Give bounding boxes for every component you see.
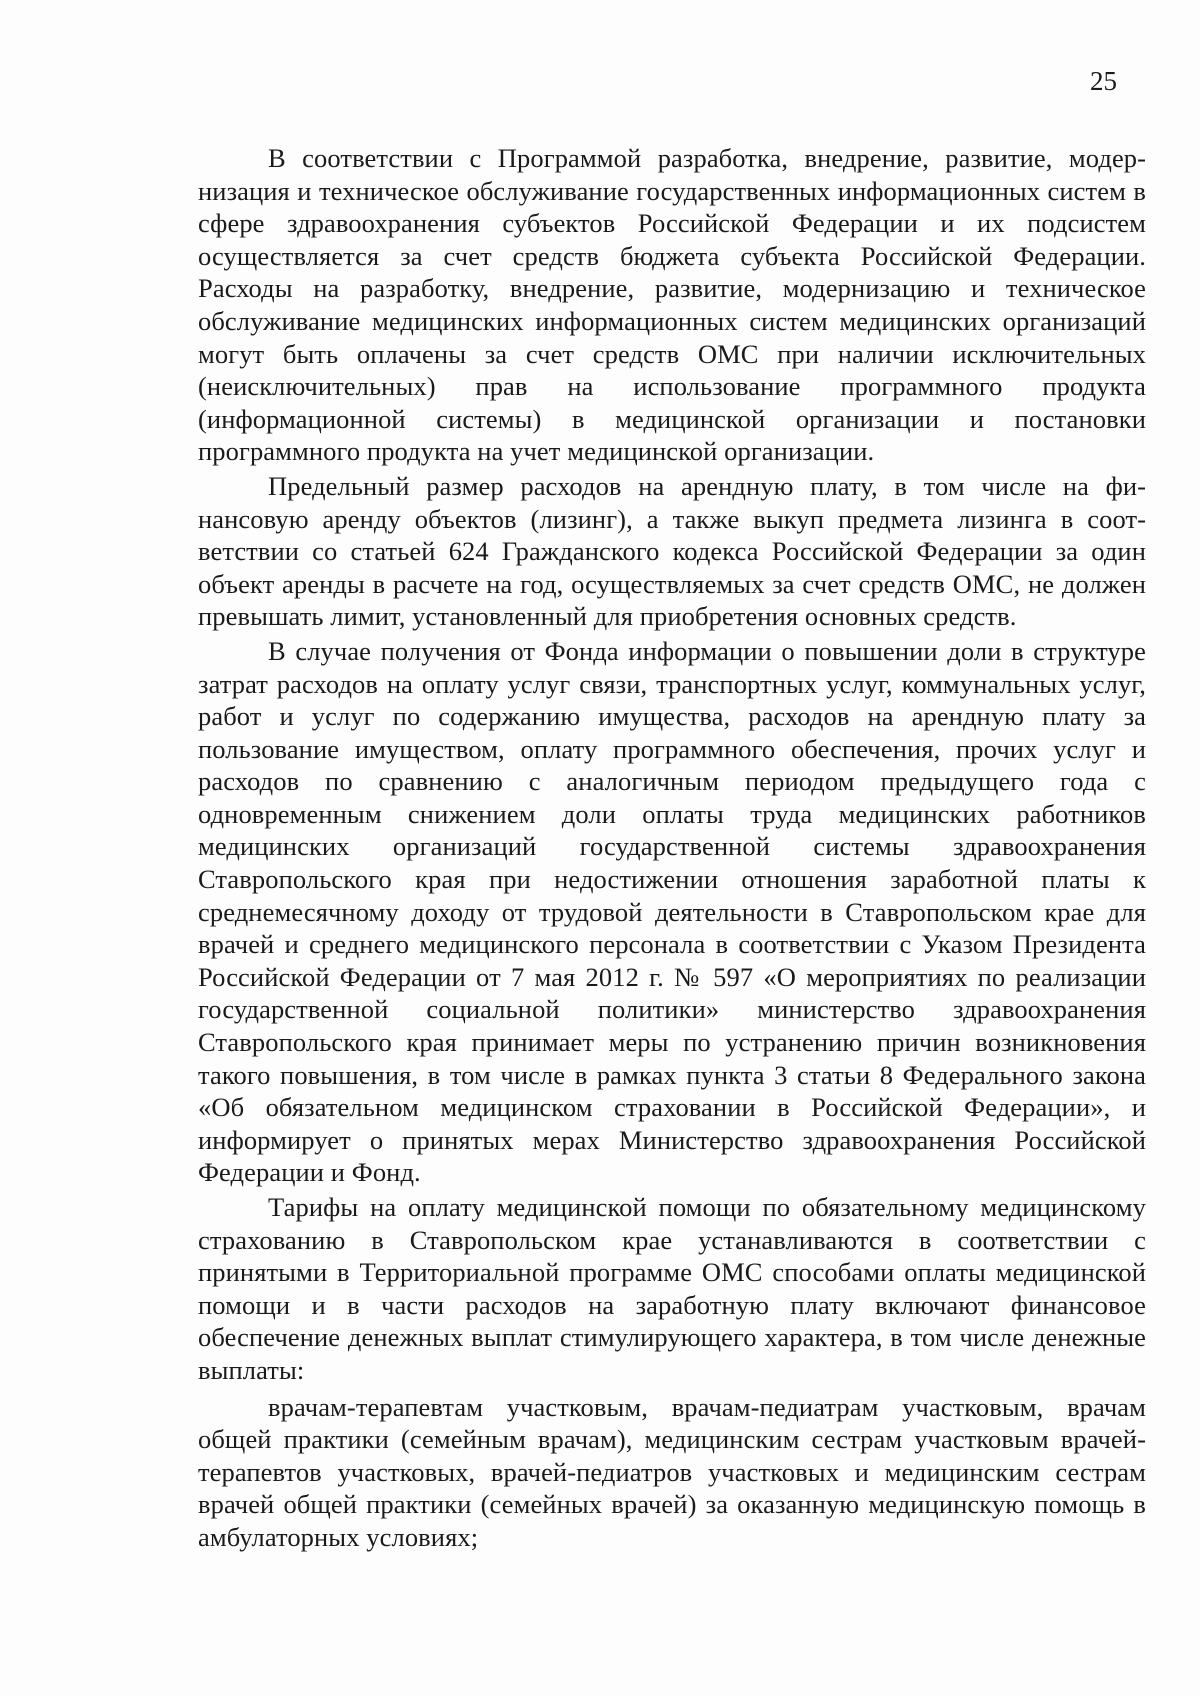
paragraph-tariffs: Тарифы на оплату медицинской помощи по обязательному медицинскому страхованию в Ставропольском крае устанавливаются в соответствии с принятыми в Территориальной программе ОМС способами оплаты медицинской помощи и в части расходов на заработную плату включают финансовое обеспечение денежных выплат стимулирующего характера, в том числе денежные выплаты: [198,1192,1146,1385]
document-body [198,142,1146,1556]
paragraph-lease-limit: Предельный размер расходов на арендную плату, в том числе на финансовую аренду объектов (лизинг), а также выкуп предмета лизинга в соответствии со статьей 624 Гражданского кодекса Российской Федерации за один объект аренды в расчете на год, осуществляемых за счет средств ОМС, не должен превышать лимит, установленный для приобретения основных средств. [198,470,1146,632]
paragraph-cost-structure: В случае получения от Фонда информации о повышении доли в структуре затрат расходов на оплату услуг связи, транспортных услуг, коммунальных услуг, работ и услуг по содержанию имущества, расходов на арендную плату за пользование имуществом, оплату программного обеспечения, прочих услуг и расходов по сравнению с аналогичным периодом предыдущего года с одновременным снижением доли оплаты труда медицинских работников медицинских организаций государственной системы здравоохранения Ставропольского края при недостижении отношения заработной платы к среднемесячному доходу от трудовой деятельности в Ставропольском крае для врачей и среднего медицинского персонала в соответствии с Указом Президента Российской Федерации от 7 мая 2012 г. № 597 «О мероприятиях по реализации государственной социальной политики» министерство здравоохранения Ставропольского края принимает меры по устранению причин возникновения такого повышения, в том числе в рамках пункта 3 статьи 8 Федерального закона «Об обязательном медицинском страховании в Российской Федерации», и информирует о принятых мерах Министерство здравоохранения Российской Федерации и Фонд. [198,635,1146,1188]
paragraph-information-systems: В соответствии с Программой разработка, внедрение, развитие, модернизация и техническое обслуживание государственных информационных систем в сфере здравоохранения субъектов Российской Федерации и их подсистем осуществляется за счет средств бюджета субъекта Российской Федерации. Расходы на разработку, внедрение, развитие, модернизацию и техническое обслуживание медицинских информационных систем медицинских организаций могут быть оплачены за счет средств ОМС при наличии исключительных (неисключительных) прав на использование программного продукта (информационной системы) в медицинской организации и постановки программного продукта на учет медицинской организации. [198,143,1146,467]
page-number: 25 [1090,66,1117,96]
paragraph-payments-list-item: врачам-терапевтам участковым, врачам-педиатрам участковым, врачам общей практики (семейным врачам), медицинским сестрам участковым врачей-терапевтов участковых, врачей-педиатров участковых и медицинским сестрам врачей общей практики (семейных врачей) за оказанную медицинскую помощь в амбулаторных условиях; [198,1391,1146,1552]
